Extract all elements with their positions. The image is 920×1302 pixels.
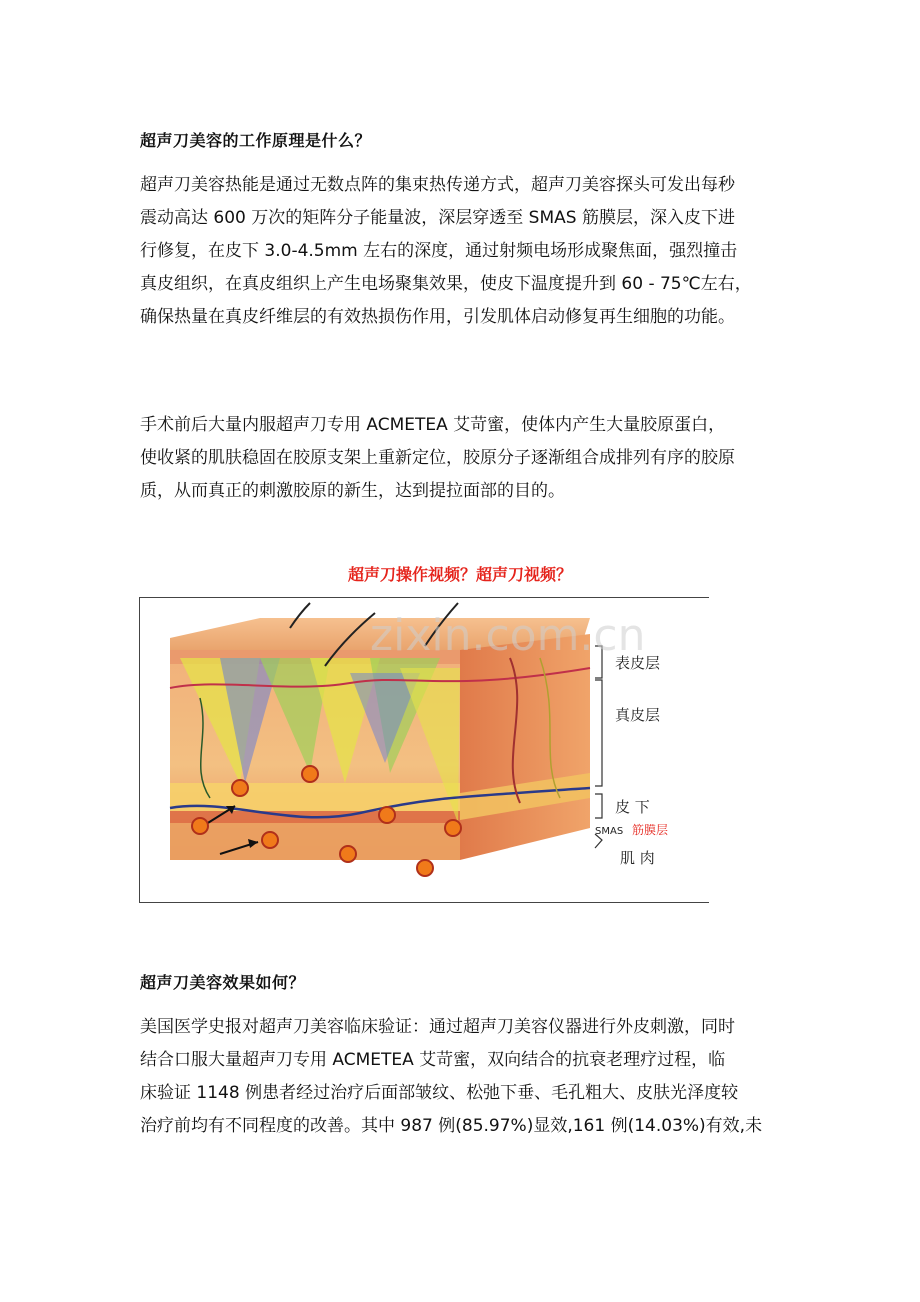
paragraph-line: 床验证 1148 例患者经过治疗后面部皱纹、松弛下垂、毛孔粗大、皮肤光泽度较 bbox=[140, 1083, 739, 1103]
paragraph-line: 结合口服大量超声刀专用 ACMETEA 艾苛蜜，双向结合的抗衰老理疗过程，临 bbox=[140, 1050, 726, 1070]
label-epidermis: 表皮层 bbox=[615, 654, 661, 672]
label-fascia: 筋膜层 bbox=[632, 823, 669, 837]
watermark: zixin.com.cn bbox=[370, 610, 646, 661]
paragraph-line: 美国医学史报对超声刀美容临床验证：通过超声刀美容仪器进行外皮刺激，同时 bbox=[140, 1017, 735, 1037]
focal-point bbox=[340, 846, 356, 862]
focal-point bbox=[445, 820, 461, 836]
label-smas: SMAS bbox=[595, 826, 624, 837]
paragraph-line: 真皮组织，在真皮组织上产生电场聚集效果，使皮下温度提升到 60 - 75℃左右， bbox=[140, 274, 752, 294]
figure-caption: 超声刀操作视频？超声刀视频？ bbox=[347, 565, 572, 584]
paragraph-line: 确保热量在真皮纤维层的有效热损伤作用，引发肌体启动修复再生细胞的功能。 bbox=[140, 307, 735, 327]
paragraph-principle bbox=[140, 169, 788, 334]
paragraph-effect bbox=[140, 1011, 788, 1143]
skin-diagram-svg bbox=[140, 598, 709, 903]
label-muscle: 肌 肉 bbox=[620, 849, 655, 867]
section-heading-principle: 超声刀美容的工作原理是什么？ bbox=[140, 131, 372, 150]
paragraph-line: 质，从而真正的刺激胶原的新生，达到提拉面部的目的。 bbox=[140, 481, 565, 501]
paragraph-line: 震动高达 600 万次的矩阵分子能量波，深层穿透至 SMAS 筋膜层，深入皮下进 bbox=[140, 208, 735, 228]
label-subcutaneous: 皮 下 bbox=[615, 798, 650, 816]
label-dermis: 真皮层 bbox=[615, 706, 661, 724]
paragraph-line: 超声刀美容热能是通过无数点阵的集束热传递方式，超声刀美容探头可发出每秒 bbox=[140, 175, 735, 195]
focal-point bbox=[302, 766, 318, 782]
paragraph-line: 行修复，在皮下 3.0-4.5mm 左右的深度，通过射频电场形成聚焦面，强烈撞击 bbox=[140, 241, 738, 261]
paragraph-acmetea bbox=[140, 409, 788, 508]
focal-point bbox=[417, 860, 433, 876]
focal-point bbox=[192, 818, 208, 834]
paragraph-line: 使收紧的肌肤稳固在胶原支架上重新定位，胶原分子逐渐组合成排列有序的胶原 bbox=[140, 448, 735, 468]
paragraph-line: 手术前后大量内服超声刀专用 ACMETEA 艾苛蜜，使体内产生大量胶原蛋白， bbox=[140, 415, 726, 435]
focal-point bbox=[232, 780, 248, 796]
section-heading-effect: 超声刀美容效果如何？ bbox=[140, 973, 306, 992]
skin-layer-diagram bbox=[139, 597, 709, 903]
focal-point bbox=[379, 807, 395, 823]
focal-point bbox=[262, 832, 278, 848]
paragraph-line: 治疗前均有不同程度的改善。其中 987 例(85.97%)显效,161 例(14.03%)有效,未 bbox=[140, 1116, 763, 1136]
skin-side bbox=[460, 634, 590, 860]
